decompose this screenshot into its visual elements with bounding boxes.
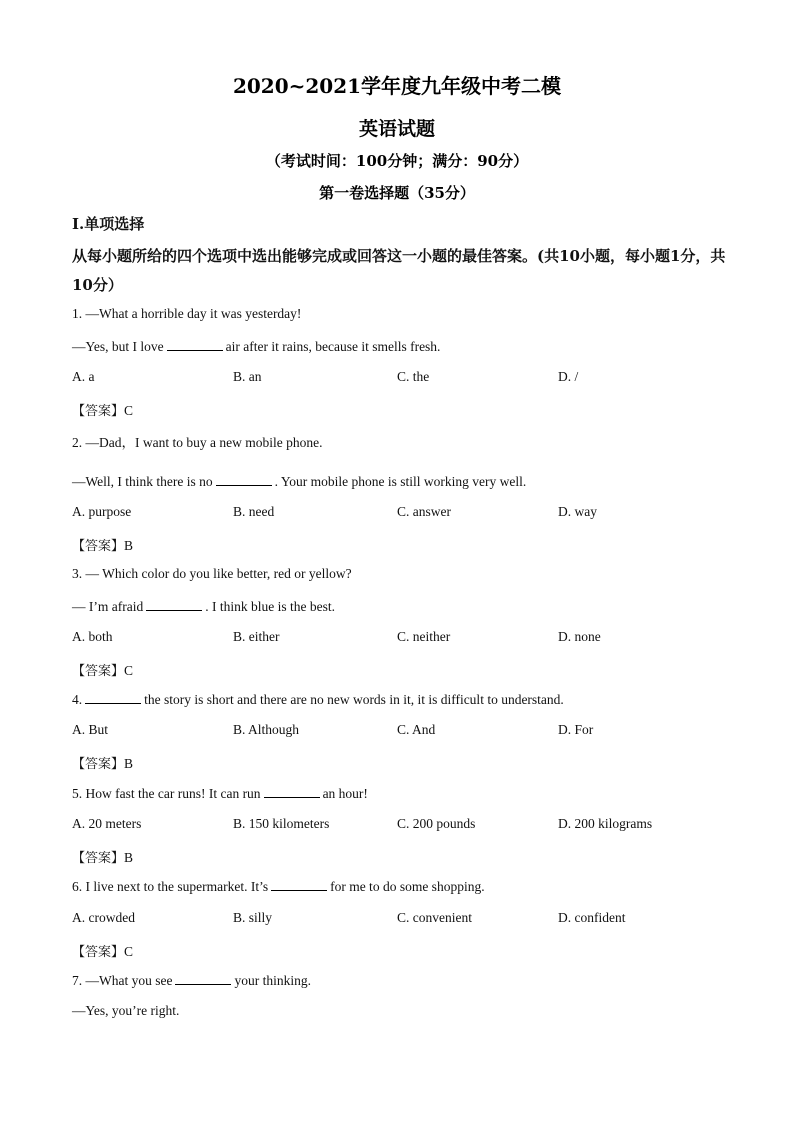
- answer-blank: [146, 598, 202, 611]
- option-a: A. a: [72, 369, 95, 384]
- option-b: B. an: [233, 369, 262, 384]
- question-text: 2. —Dad，I want to buy a new mobile phone.: [72, 435, 323, 450]
- option-d: D. /: [558, 369, 579, 384]
- option-c: C. the: [397, 369, 430, 384]
- question-text: . I think blue is the best.: [205, 599, 335, 614]
- question-line: [72, 566, 352, 582]
- question-line: [72, 306, 301, 322]
- answer-line: [72, 400, 133, 419]
- answer-blank: [85, 691, 141, 704]
- option-a: A. But: [72, 722, 109, 737]
- answer-label: 【答案】: [72, 757, 125, 772]
- option-c: C. neither: [397, 629, 451, 644]
- answer-blank: [175, 972, 231, 985]
- question-line: [72, 338, 440, 355]
- question-text: the story is short and there are no new words in it, it is difficult to understand.: [144, 692, 564, 707]
- option-b: B. Although: [233, 722, 300, 737]
- question-text: 6. I live next to the supermarket. It’s: [72, 879, 269, 894]
- answer-label: 【答案】: [72, 851, 125, 866]
- answer-blank: [216, 473, 272, 486]
- question-line: [72, 473, 526, 490]
- answer-line: [72, 847, 133, 866]
- question-text: —Yes, you’re right.: [72, 1003, 180, 1018]
- question-text: —Yes, but I love: [72, 339, 164, 354]
- option-d: D. none: [558, 629, 601, 644]
- question-text: — I’m afraid: [72, 599, 144, 614]
- question-text: air after it rains, because it smells fresh.: [225, 339, 441, 354]
- answer-value: B: [124, 538, 134, 553]
- answer-label: 【答案】: [72, 404, 125, 419]
- question-text: . Your mobile phone is still working very well.: [274, 474, 527, 489]
- answer-value: C: [124, 944, 134, 959]
- exam-info: （考试时间：100分钟；满分：90分）: [265, 152, 529, 170]
- question-text: 4.: [72, 692, 83, 707]
- option-b: B. silly: [233, 910, 273, 925]
- question-line: [72, 785, 368, 802]
- answer-blank: [167, 338, 223, 351]
- question-line: [72, 972, 311, 989]
- answer-line: [72, 941, 133, 960]
- answer-label: 【答案】: [72, 539, 125, 554]
- question-line: [72, 878, 485, 895]
- section-heading: I.单项选择: [72, 215, 145, 233]
- option-d: D. confident: [558, 910, 626, 925]
- option-a: A. 20 meters: [72, 816, 142, 831]
- answer-value: B: [124, 850, 134, 865]
- option-a: A. crowded: [72, 910, 135, 925]
- answer-blank: [271, 878, 327, 891]
- option-b: B. 150 kilometers: [233, 816, 330, 831]
- option-c: C. answer: [397, 504, 451, 519]
- answer-value: B: [124, 756, 134, 771]
- answer-value: C: [124, 663, 134, 678]
- option-b: B. either: [233, 629, 280, 644]
- option-b: B. need: [233, 504, 275, 519]
- answer-blank: [264, 785, 320, 798]
- option-c: C. And: [397, 722, 436, 737]
- answer-label: 【答案】: [72, 945, 125, 960]
- question-text: 5. How fast the car runs! It can run: [72, 786, 261, 801]
- answer-value: C: [124, 403, 134, 418]
- answer-line: [72, 753, 133, 772]
- option-c: C. 200 pounds: [397, 816, 476, 831]
- question-line: [72, 1003, 179, 1019]
- question-text: —Well, I think there is no: [72, 474, 213, 489]
- answer-label: 【答案】: [72, 664, 125, 679]
- option-a: A. purpose: [72, 504, 132, 519]
- option-c: C. convenient: [397, 910, 472, 925]
- exam-subject: 英语试题: [358, 118, 435, 140]
- option-d: D. way: [558, 504, 597, 519]
- part-heading: 第一卷选择题（35分）: [319, 184, 475, 202]
- question-text: 7. —What you see: [72, 973, 173, 988]
- question-text: 3. — Which color do you like better, red or yellow?: [72, 566, 352, 581]
- question-line: [72, 691, 564, 708]
- answer-line: [72, 660, 133, 679]
- question-text: your thinking.: [234, 973, 311, 988]
- exam-title: 2020~2021学年度九年级中考二模: [232, 74, 562, 98]
- question-text: for me to do some shopping.: [330, 879, 485, 894]
- option-d: D. For: [558, 722, 594, 737]
- question-line: [72, 598, 335, 615]
- question-line: [72, 431, 322, 451]
- question-text: an hour!: [322, 786, 368, 801]
- option-d: D. 200 kilograms: [558, 816, 653, 831]
- option-a: A. both: [72, 629, 113, 644]
- question-text: 1. —What a horrible day it was yesterday!: [72, 306, 302, 321]
- section-instructions: 从每小题所给的四个选项中选出能够完成或回答这一小题的最佳答案。(共10小题，每小题1分，共10分）: [72, 247, 726, 294]
- answer-line: [72, 535, 133, 554]
